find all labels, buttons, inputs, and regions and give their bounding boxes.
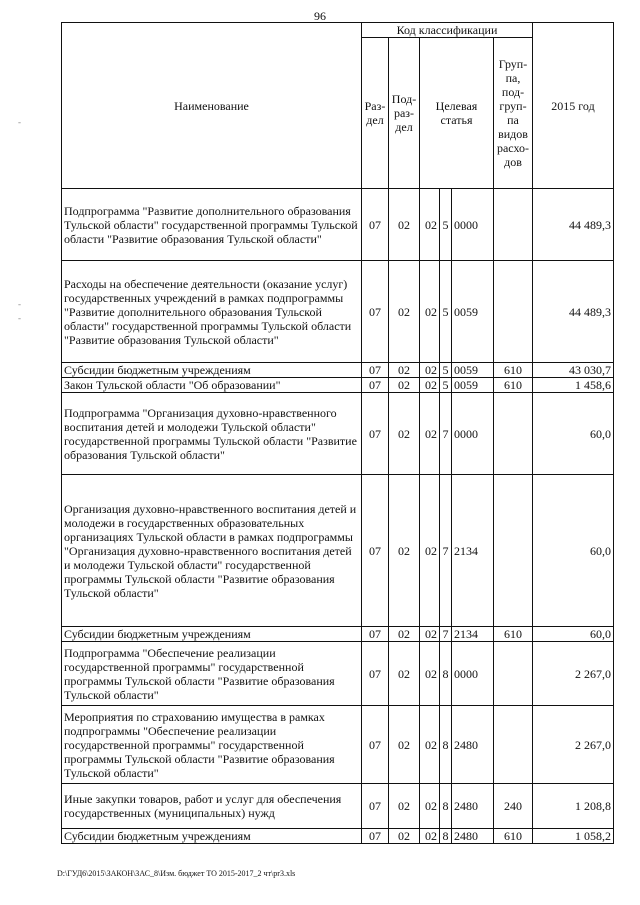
row-expense-group xyxy=(494,189,533,261)
row-podrazdel: 02 xyxy=(389,393,420,475)
row-expense-group xyxy=(494,393,533,475)
row-podrazdel: 02 xyxy=(389,363,420,378)
margin-mark: - xyxy=(18,117,21,127)
row-article-subprogram: 5 xyxy=(440,363,452,378)
row-article-direction: 2134 xyxy=(452,475,494,627)
row-name: Подпрограмма "Развитие дополнительного образования Тульской области" государственной программы Тульской области "Развитие образования Тульской области" xyxy=(62,189,362,261)
row-article-program: 02 xyxy=(420,363,440,378)
row-expense-group xyxy=(494,706,533,784)
row-razdel: 07 xyxy=(362,393,389,475)
row-amount: 60,0 xyxy=(533,627,614,642)
row-article-direction: 0059 xyxy=(452,261,494,363)
row-article-subprogram: 7 xyxy=(440,393,452,475)
header-year: 2015 год xyxy=(533,23,614,189)
table-row xyxy=(62,393,614,475)
row-podrazdel: 02 xyxy=(389,784,420,829)
row-podrazdel: 02 xyxy=(389,829,420,844)
row-article-program: 02 xyxy=(420,627,440,642)
table-body xyxy=(62,189,614,844)
row-article-direction: 2480 xyxy=(452,829,494,844)
row-article-direction: 2480 xyxy=(452,706,494,784)
row-article-subprogram: 8 xyxy=(440,784,452,829)
header-target-article: Целевая статья xyxy=(420,38,494,189)
row-amount: 2 267,0 xyxy=(533,642,614,706)
row-article-subprogram: 8 xyxy=(440,829,452,844)
row-article-subprogram: 5 xyxy=(440,378,452,393)
row-razdel: 07 xyxy=(362,627,389,642)
table-row xyxy=(62,378,614,393)
row-article-program: 02 xyxy=(420,829,440,844)
row-amount: 43 030,7 xyxy=(533,363,614,378)
row-article-program: 02 xyxy=(420,706,440,784)
row-article-direction: 2134 xyxy=(452,627,494,642)
row-article-program: 02 xyxy=(420,393,440,475)
row-expense-group: 610 xyxy=(494,829,533,844)
row-razdel: 07 xyxy=(362,189,389,261)
row-amount: 2 267,0 xyxy=(533,706,614,784)
row-name: Организация духовно-нравственного воспитания детей и молодежи в государственных образовательных организациях Тульской области в рамках подпрограммы "Организация духовно-нравственного воспитания детей и молодежи Тульской области" государственной программы Тульской области "Развитие образования Тульской области" xyxy=(62,475,362,627)
row-amount: 60,0 xyxy=(533,393,614,475)
row-amount: 1 208,8 xyxy=(533,784,614,829)
header-expense-group: Груп- па, под- груп- па видов расхо- дов xyxy=(494,38,533,189)
row-name: Расходы на обеспечение деятельности (оказание услуг) государственных учреждений в рамках подпрограммы "Развитие дополнительного образования Тульской области" государственной программы Тульской области "Развитие образования Тульской области" xyxy=(62,261,362,363)
row-article-program: 02 xyxy=(420,642,440,706)
row-article-direction: 0000 xyxy=(452,189,494,261)
row-name: Мероприятия по страхованию имущества в рамках подпрограммы "Обеспечение реализации государственной программы" государственной программы Тульской области "Развитие образования Тульской области" xyxy=(62,706,362,784)
row-article-subprogram: 7 xyxy=(440,627,452,642)
row-article-subprogram: 5 xyxy=(440,261,452,363)
row-name: Подпрограмма "Организация духовно-нравственного воспитания детей и молодежи Тульской области" государственной программы Тульской области "Развитие образования Тульской области" xyxy=(62,393,362,475)
row-name: Подпрограмма "Обеспечение реализации государственной программы" государственной программы Тульской области "Развитие образования Тульской области" xyxy=(62,642,362,706)
margin-mark: - xyxy=(18,299,21,309)
row-article-program: 02 xyxy=(420,261,440,363)
row-razdel: 07 xyxy=(362,784,389,829)
table-row xyxy=(62,475,614,627)
table-row xyxy=(62,189,614,261)
header-classification-code: Код классификации xyxy=(362,23,533,38)
row-razdel: 07 xyxy=(362,363,389,378)
table-row xyxy=(62,627,614,642)
budget-table xyxy=(61,22,614,844)
row-article-direction: 0000 xyxy=(452,642,494,706)
row-expense-group xyxy=(494,642,533,706)
row-expense-group: 240 xyxy=(494,784,533,829)
row-article-direction: 0059 xyxy=(452,378,494,393)
row-razdel: 07 xyxy=(362,475,389,627)
table-row xyxy=(62,784,614,829)
row-podrazdel: 02 xyxy=(389,475,420,627)
row-razdel: 07 xyxy=(362,642,389,706)
row-article-program: 02 xyxy=(420,189,440,261)
row-name: Иные закупки товаров, работ и услуг для обеспечения государственных (муниципальных) нужд xyxy=(62,784,362,829)
row-podrazdel: 02 xyxy=(389,627,420,642)
row-amount: 44 489,3 xyxy=(533,261,614,363)
table-row xyxy=(62,706,614,784)
table-row xyxy=(62,363,614,378)
row-podrazdel: 02 xyxy=(389,261,420,363)
header-razdel: Раз- дел xyxy=(362,38,389,189)
row-podrazdel: 02 xyxy=(389,642,420,706)
file-path-footer: D:\ГУД6\2015\ЗАКОН\ЗАС_8\Изм. бюджет ТО 2015-2017_2 чт\pr3.xls xyxy=(57,869,296,878)
row-razdel: 07 xyxy=(362,378,389,393)
row-article-direction: 0059 xyxy=(452,363,494,378)
row-article-program: 02 xyxy=(420,475,440,627)
row-name: Закон Тульской области "Об образовании" xyxy=(62,378,362,393)
row-name: Субсидии бюджетным учреждениям xyxy=(62,829,362,844)
row-expense-group: 610 xyxy=(494,363,533,378)
header-podrazdel: Под- раз- дел xyxy=(389,38,420,189)
row-expense-group: 610 xyxy=(494,627,533,642)
row-expense-group xyxy=(494,475,533,627)
row-article-subprogram: 8 xyxy=(440,642,452,706)
row-name: Субсидии бюджетным учреждениям xyxy=(62,627,362,642)
row-article-subprogram: 5 xyxy=(440,189,452,261)
row-podrazdel: 02 xyxy=(389,706,420,784)
row-razdel: 07 xyxy=(362,706,389,784)
row-expense-group: 610 xyxy=(494,378,533,393)
row-article-direction: 0000 xyxy=(452,393,494,475)
row-amount: 44 489,3 xyxy=(533,189,614,261)
table-row xyxy=(62,642,614,706)
row-expense-group xyxy=(494,261,533,363)
header-name: Наименование xyxy=(62,23,362,189)
row-name: Субсидии бюджетным учреждениям xyxy=(62,363,362,378)
row-article-program: 02 xyxy=(420,378,440,393)
row-podrazdel: 02 xyxy=(389,189,420,261)
row-amount: 1 058,2 xyxy=(533,829,614,844)
row-article-direction: 2480 xyxy=(452,784,494,829)
row-razdel: 07 xyxy=(362,829,389,844)
row-article-program: 02 xyxy=(420,784,440,829)
row-article-subprogram: 8 xyxy=(440,706,452,784)
table-row xyxy=(62,261,614,363)
page-number: 96 xyxy=(314,9,326,23)
row-amount: 1 458,6 xyxy=(533,378,614,393)
table-row xyxy=(62,829,614,844)
row-razdel: 07 xyxy=(362,261,389,363)
margin-mark: - xyxy=(18,313,21,323)
row-article-subprogram: 7 xyxy=(440,475,452,627)
row-podrazdel: 02 xyxy=(389,378,420,393)
row-amount: 60,0 xyxy=(533,475,614,627)
